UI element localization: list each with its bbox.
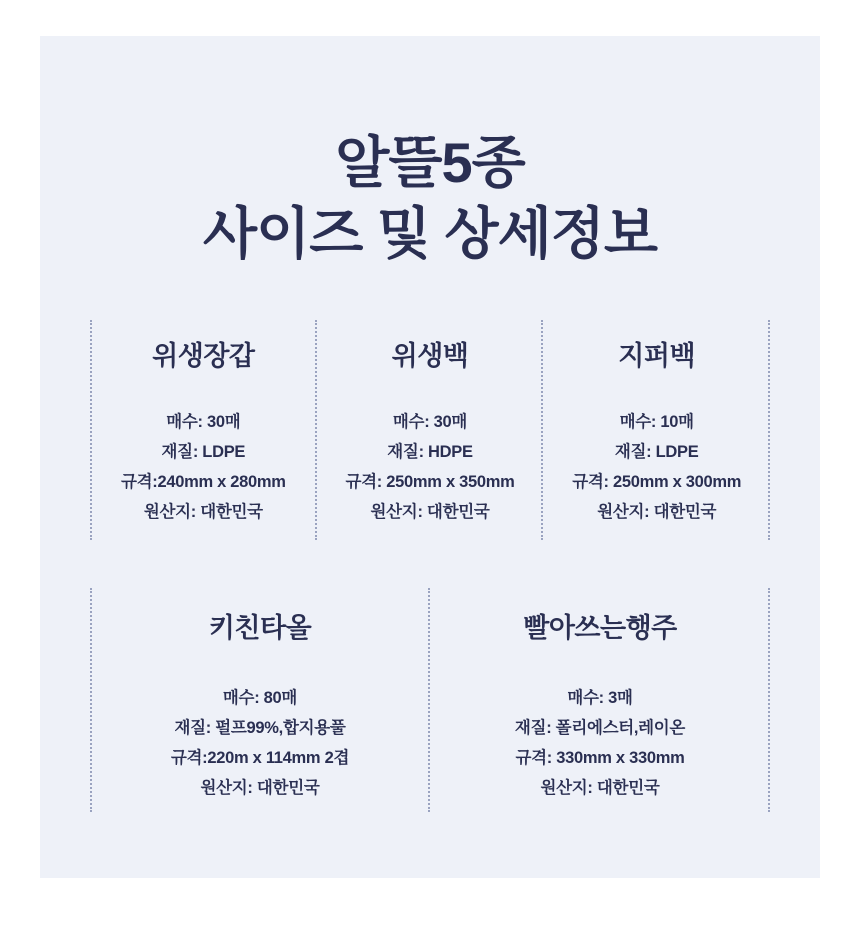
content-panel xyxy=(40,36,820,878)
product-origin: 원산지: 대한민국 xyxy=(597,503,717,522)
product-size: 규격: 330mm x 330mm xyxy=(515,749,685,768)
product-name: 지퍼백 xyxy=(618,341,696,371)
title-line-1: 알뜰5종 xyxy=(335,131,525,194)
product-card-kitchen-towel xyxy=(90,576,430,828)
product-card-sanitary-gloves xyxy=(90,308,317,556)
product-size: 규격:220m x 114mm 2겹 xyxy=(170,749,350,768)
product-origin: 원산지: 대한민국 xyxy=(370,503,490,522)
page-title xyxy=(40,128,820,269)
product-row-2 xyxy=(90,576,770,828)
product-grid xyxy=(90,308,770,828)
product-card-zipper-bag xyxy=(543,308,770,556)
product-name: 위생백 xyxy=(391,341,469,371)
product-material: 재질: 폴리에스터,레이온 xyxy=(514,719,686,738)
title-line-2: 사이즈 및 상세정보 xyxy=(203,201,657,265)
product-origin: 원산지: 대한민국 xyxy=(143,503,263,522)
panel-inner xyxy=(40,36,820,878)
product-count: 매수: 10매 xyxy=(619,413,694,431)
product-row-1 xyxy=(90,308,770,556)
product-count: 매수: 80매 xyxy=(222,689,298,707)
product-count: 매수: 30매 xyxy=(392,413,468,431)
product-origin: 원산지: 대한민국 xyxy=(200,779,320,798)
product-count: 매수: 3매 xyxy=(567,689,633,707)
product-name: 키친타올 xyxy=(208,613,312,643)
product-size: 규격: 250mm x 300mm xyxy=(572,473,742,492)
product-size: 규격:240mm x 280mm xyxy=(121,473,286,492)
product-material: 재질: LDPE xyxy=(161,443,246,462)
product-material: 재질: HDPE xyxy=(387,443,473,462)
product-name: 빨아쓰는행주 xyxy=(523,613,677,643)
product-material: 재질: LDPE xyxy=(614,443,699,462)
product-card-sanitary-bag xyxy=(317,308,544,556)
product-name: 위생장갑 xyxy=(152,341,255,371)
product-origin: 원산지: 대한민국 xyxy=(540,779,660,798)
product-card-washable-dishcloth xyxy=(430,576,770,828)
product-count: 매수: 30매 xyxy=(166,413,241,431)
product-size: 규격: 250mm x 350mm xyxy=(345,473,515,492)
product-material: 재질: 펄프99%,합지용풀 xyxy=(174,719,346,738)
